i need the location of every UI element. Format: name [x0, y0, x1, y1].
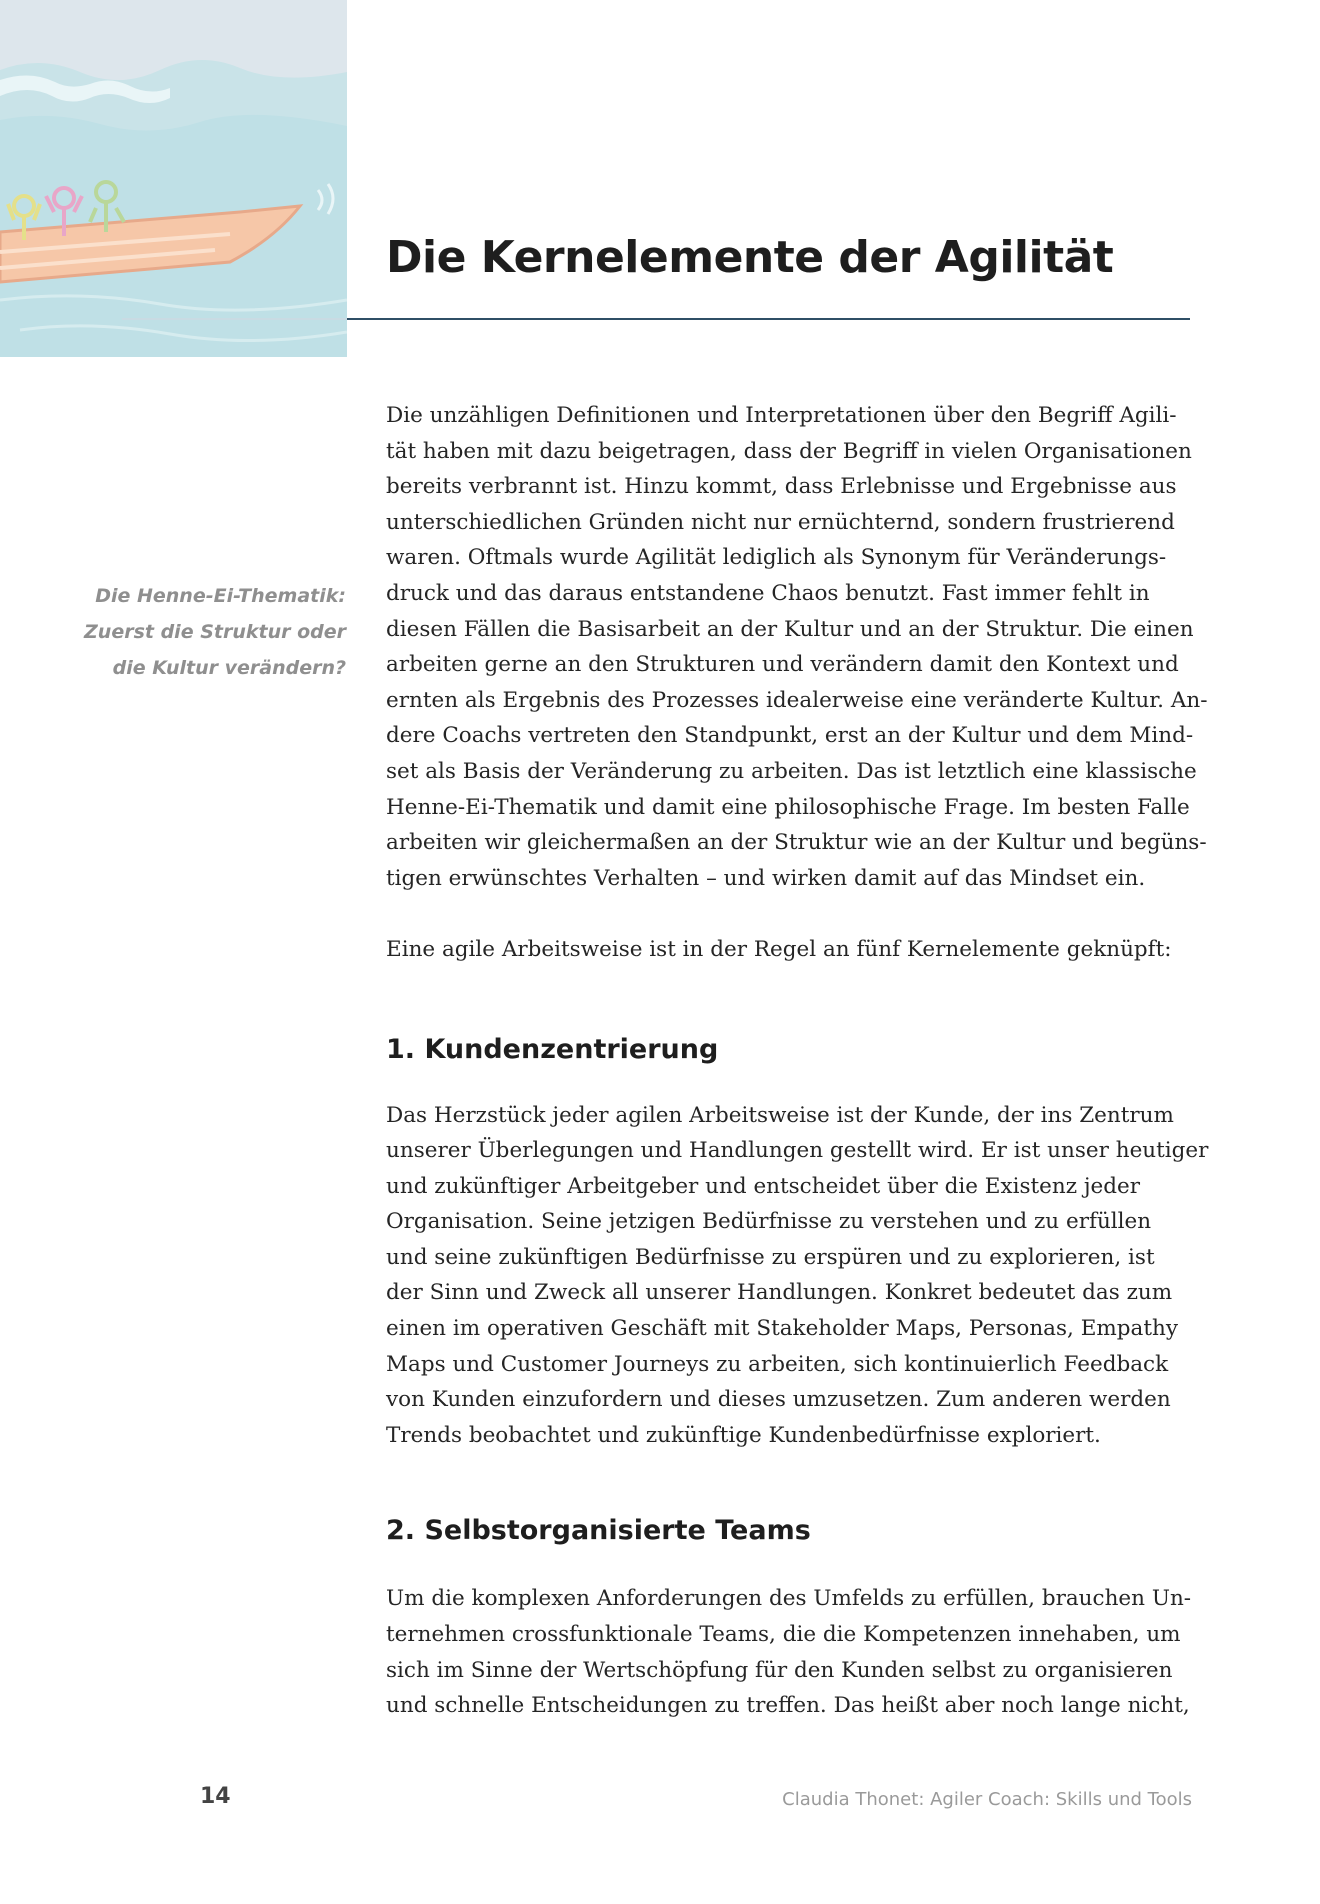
- text-line: einen im operativen Geschäft mit Stakeholder Maps, Personas, Empathy: [386, 1316, 1178, 1342]
- text-line: von Kunden einzufordern und dieses umzusetzen. Zum anderen werden: [386, 1387, 1171, 1413]
- text-line: Eine agile Arbeitsweise ist in der Regel an fünf Kernelemente geknüpft:: [386, 936, 1172, 962]
- text-line: Die unzähligen Definitionen und Interpretationen über den Begriff Agili-: [386, 403, 1177, 428]
- text-line: ernten als Ergebnis des Prozesses idealerweise eine veränderte Kultur. An-: [386, 687, 1208, 713]
- header-rule: [347, 318, 1190, 320]
- text-line: Um die komplexen Anforderungen des Umfelds zu erfüllen, brauchen Un-: [386, 1586, 1192, 1612]
- text-line: arbeiten wir gleichermaßen an der Struktur wie an der Kultur und begüns-: [386, 830, 1207, 856]
- text-line: und schnelle Entscheidungen zu treffen. Das heißt aber noch lange nicht,: [386, 1693, 1190, 1719]
- text-line: set als Basis der Veränderung zu arbeiten. Das ist letztlich eine klassische: [386, 758, 1197, 784]
- text-line: und seine zukünftigen Bedürfnisse zu erspüren und zu explorieren, ist: [386, 1244, 1155, 1270]
- text-line: tät haben mit dazu beigetragen, dass der Begriff in vielen Organisationen: [386, 438, 1192, 464]
- section-paragraph-selbstorganisierte-teams: [386, 1581, 1192, 1723]
- header-illustration: [0, 0, 347, 357]
- intro-paragraph: [386, 398, 1208, 896]
- text-line: dere Coachs vertreten den Standpunkt, erst an der Kultur und dem Mind-: [386, 723, 1194, 749]
- text-line: Trends beobachtet und zukünftige Kundenbedürfnisse exploriert.: [386, 1422, 1101, 1448]
- text-line: der Sinn und Zweck all unserer Handlungen. Konkret bedeutet das zum: [386, 1280, 1173, 1306]
- text-line: Das Herzstück jeder agilen Arbeitsweise ist der Kunde, der ins Zentrum: [386, 1102, 1174, 1128]
- text-line: unterschiedlichen Gründen nicht nur ernüchternd, sondern frustrierend: [386, 509, 1175, 535]
- chapter-title: Die Kernelemente der Agilität: [386, 232, 1114, 283]
- section-paragraph-kundenzentrierung: [386, 1098, 1209, 1454]
- text-line: Maps und Customer Journeys zu arbeiten, sich kontinuierlich Feedback: [386, 1351, 1169, 1377]
- text-line: waren. Oftmals wurde Agilität lediglich als Synonym für Veränderungs-: [386, 545, 1167, 571]
- page-number: 14: [200, 1784, 231, 1809]
- text-line: arbeiten gerne an den Strukturen und verändern damit den Kontext und: [386, 652, 1179, 678]
- margin-note-text: Die Henne-Ei-Thematik: Zuerst die Struktur oder die Kultur verändern?: [84, 585, 346, 679]
- text-line: unserer Überlegungen und Handlungen gestellt wird. Er ist unser heutiger: [386, 1138, 1209, 1164]
- header-rule-light: [122, 318, 347, 320]
- text-line: bereits verbrannt ist. Hinzu kommt, dass Erlebnisse und Ergebnisse aus: [386, 474, 1177, 500]
- lead-in-paragraph: [386, 932, 1192, 968]
- margin-note: [60, 578, 346, 686]
- section-heading-kundenzentrierung: 1. Kundenzentrierung: [386, 1033, 719, 1065]
- text-line: und zukünftiger Arbeitgeber und entscheidet über die Existenz jeder: [386, 1173, 1141, 1199]
- main-text: [386, 398, 1209, 1724]
- text-line: druck und das daraus entstandene Chaos benutzt. Fast immer fehlt in: [386, 580, 1150, 606]
- text-line: Henne-Ei-Thematik und damit eine philosophische Frage. Im besten Falle: [386, 794, 1190, 820]
- text-line: Organisation. Seine jetzigen Bedürfnisse zu verstehen und zu erfüllen: [386, 1209, 1152, 1235]
- text-line: diesen Fällen die Basisarbeit an der Kultur und an der Struktur. Die einen: [386, 616, 1194, 642]
- running-footer: Claudia Thonet: Agiler Coach: Skills und Tools: [782, 1789, 1192, 1810]
- section-heading-selbstorganisierte-teams: 2. Selbstorganisierte Teams: [386, 1515, 811, 1547]
- text-line: ternehmen crossfunktionale Teams, die die Kompetenzen innehaben, um: [386, 1622, 1181, 1648]
- text-line: sich im Sinne der Wertschöpfung für den Kunden selbst zu organisieren: [386, 1657, 1173, 1683]
- text-line: tigen erwünschtes Verhalten – und wirken damit auf das Mindset ein.: [386, 865, 1146, 891]
